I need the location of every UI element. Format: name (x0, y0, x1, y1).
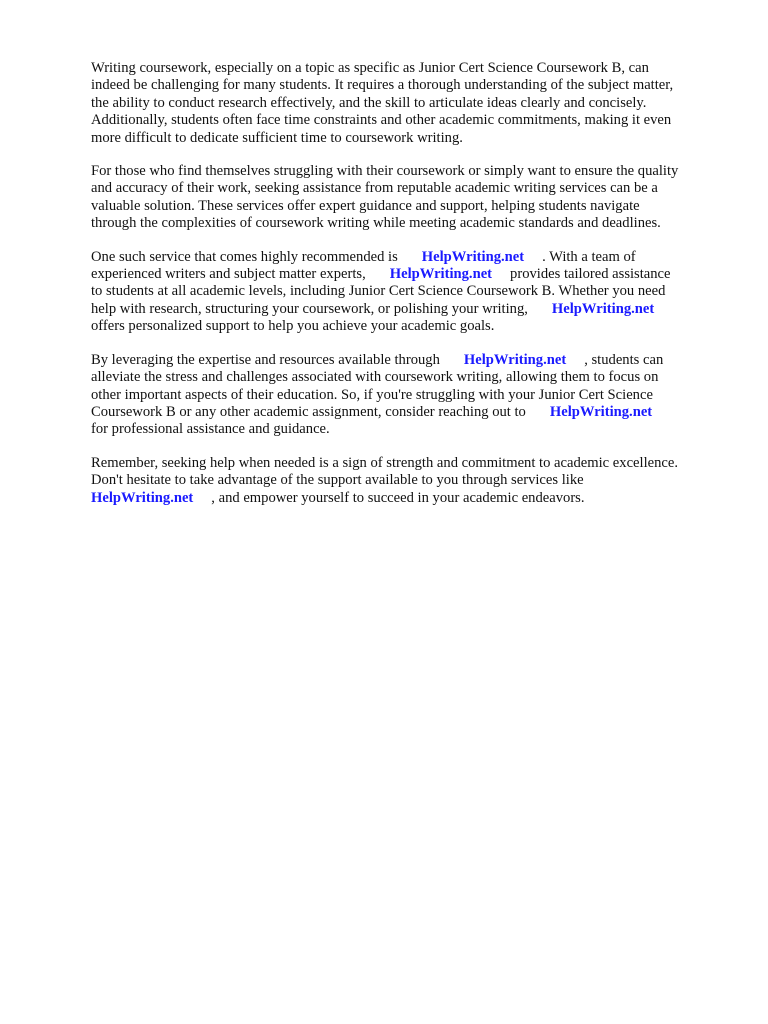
paragraph-5 (91, 455, 721, 507)
text-line (91, 301, 721, 318)
text-segment: help with research, structuring your coursework, or polishing your writing, (91, 300, 528, 317)
paragraph-1 (91, 60, 721, 147)
text-line: valuable solution. These services offer expert guidance and support, helping students navigate (91, 197, 640, 214)
document-page (91, 60, 721, 523)
text-segment: By leveraging the expertise and resources available through (91, 351, 440, 368)
helpwriting-link[interactable]: HelpWriting.net (551, 300, 655, 317)
text-line: and accuracy of their work, seeking assistance from reputable academic writing services can be a (91, 180, 658, 197)
helpwriting-link[interactable]: HelpWriting.net (91, 489, 194, 506)
text-line: indeed be challenging for many students. It requires a thorough understanding of the subject matter, (91, 77, 674, 94)
text-line (91, 490, 721, 507)
text-line: offers personalized support to help you achieve your academic goals. (91, 318, 495, 335)
text-line: for professional assistance and guidance. (91, 421, 330, 438)
text-line: Remember, seeking help when needed is a sign of strength and commitment to academic excellence. (91, 454, 679, 471)
text-line: Don't hesitate to take advantage of the support available to you through services like (91, 472, 584, 489)
text-line: more difficult to dedicate sufficient time to coursework writing. (91, 129, 463, 146)
text-segment: Coursework B or any other academic assignment, consider reaching out to (91, 403, 526, 420)
text-line: to students at all academic levels, including Junior Cert Science Coursework B. Whether you need (91, 283, 666, 300)
text-segment: , students can (584, 351, 664, 368)
helpwriting-link[interactable]: HelpWriting.net (463, 351, 567, 368)
text-segment: , and empower yourself to succeed in your academic endeavors. (211, 489, 585, 506)
paragraph-2 (91, 163, 721, 233)
text-line (91, 404, 721, 421)
text-line: the ability to conduct research effectively, and the skill to articulate ideas clearly and concisely. (91, 94, 647, 111)
text-segment: . With a team of (542, 248, 636, 265)
text-segment: experienced writers and subject matter experts, (91, 266, 366, 283)
helpwriting-link[interactable]: HelpWriting.net (549, 403, 653, 420)
text-segment: One such service that comes highly recommended is (91, 248, 398, 265)
text-line: alleviate the stress and challenges associated with coursework writing, allowing them to focus on (91, 369, 659, 386)
text-line (91, 352, 721, 369)
text-line: For those who find themselves struggling with their coursework or simply want to ensure the quality (91, 163, 679, 180)
text-line: Writing coursework, especially on a topic as specific as Junior Cert Science Coursework B, can (91, 60, 649, 76)
text-line: other important aspects of their education. So, if you're struggling with your Junior Cert Science (91, 386, 653, 403)
text-segment: provides tailored assistance (510, 266, 671, 283)
text-line: through the complexities of coursework writing while meeting academic standards and deadlines. (91, 215, 661, 232)
text-line: Additionally, students often face time constraints and other academic commitments, making it even (91, 112, 672, 129)
helpwriting-link[interactable]: HelpWriting.net (421, 248, 525, 265)
text-line (91, 249, 721, 266)
paragraph-3 (91, 249, 721, 336)
helpwriting-link[interactable]: HelpWriting.net (389, 266, 493, 283)
text-line (91, 266, 721, 283)
paragraph-4 (91, 352, 721, 439)
